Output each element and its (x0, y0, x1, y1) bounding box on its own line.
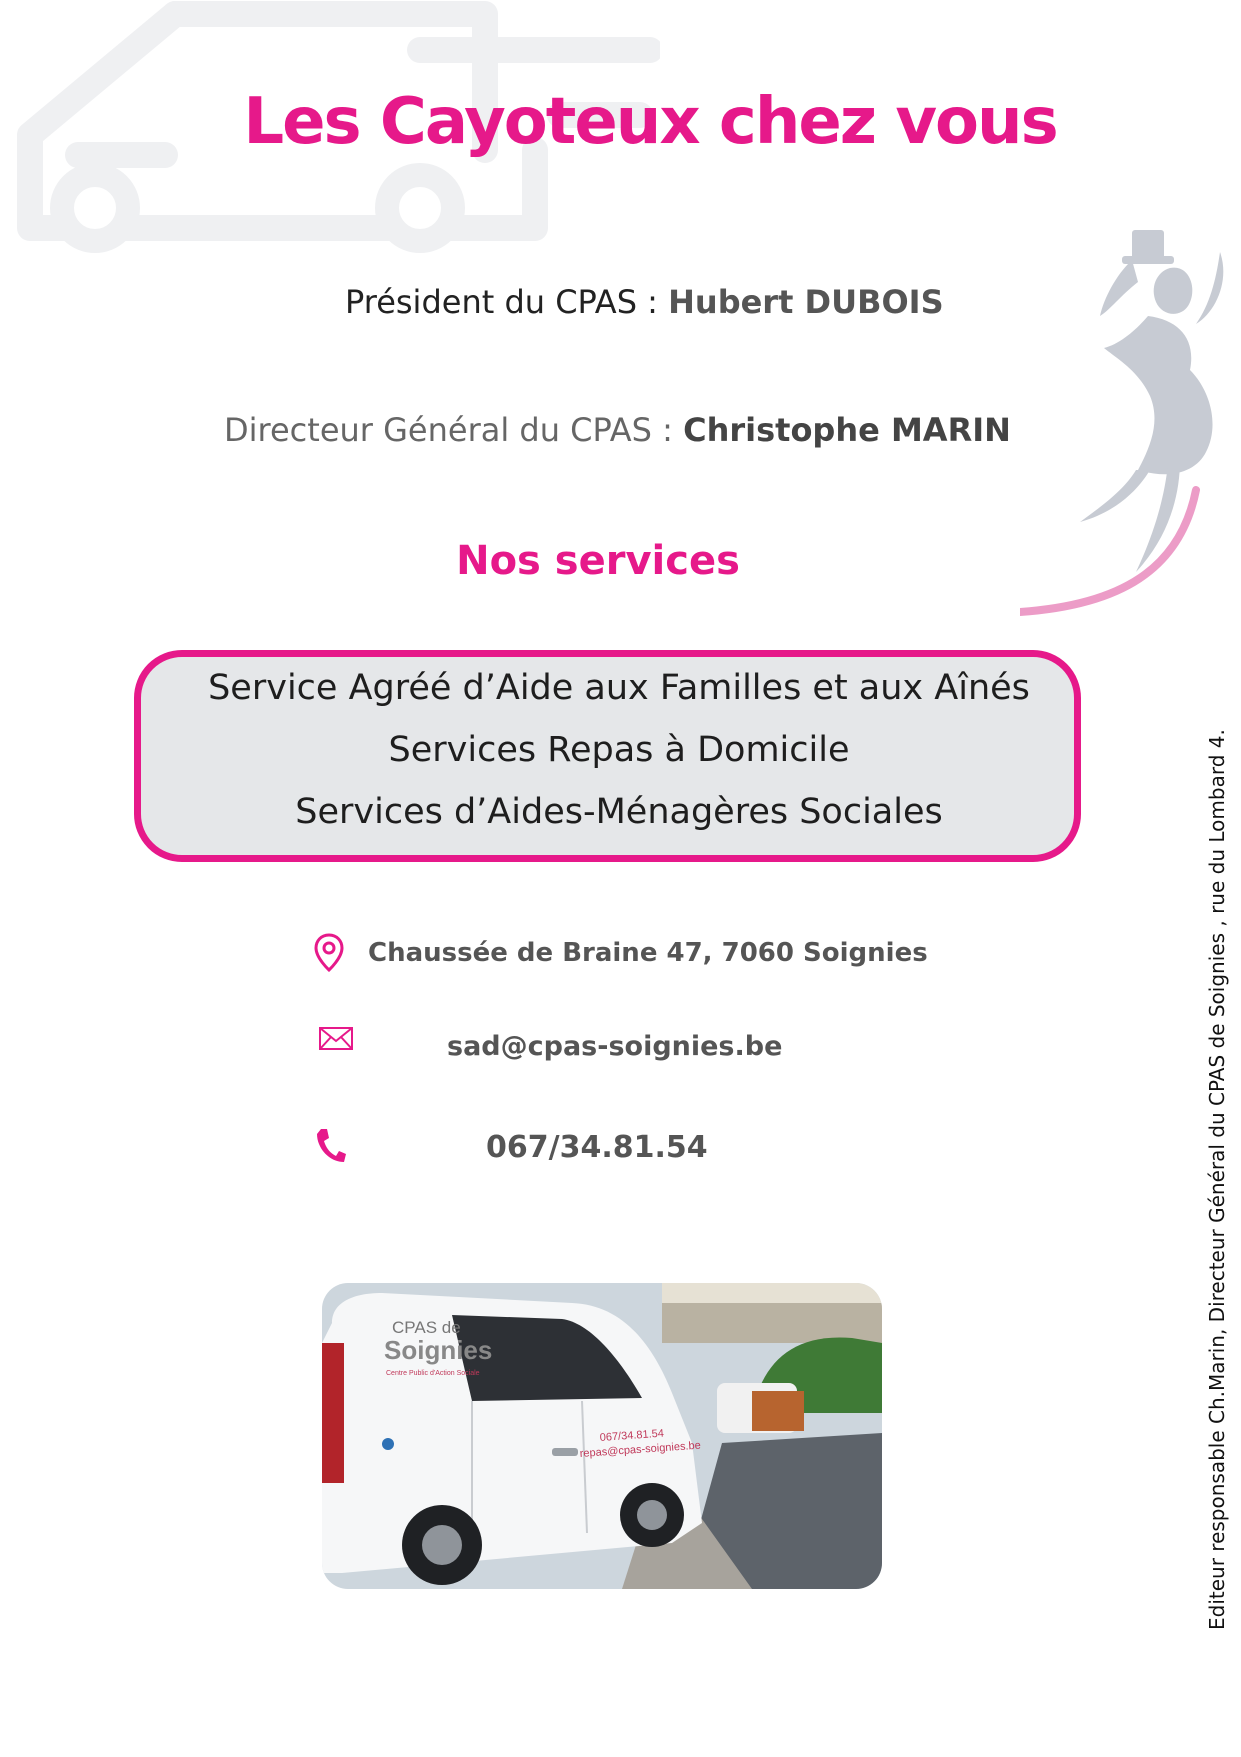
location-pin-icon (312, 932, 346, 974)
publisher-footer: Editeur responsable Ch.Marin, Directeur Général du CPAS de Soignies , rue du Lombard 4. (1205, 729, 1229, 1630)
service-item-family-aid: Service Agréé d’Aide aux Familles et aux Aînés (208, 668, 1030, 708)
email-link[interactable]: sad@cpas-soignies.be (447, 1031, 783, 1062)
page-title: Les Cayoteux chez vous (243, 85, 1057, 159)
phone-icon (313, 1126, 347, 1166)
van-logo-line1: CPAS de (392, 1318, 461, 1337)
van-logo-sub: Centre Public d'Action Sociale (386, 1370, 480, 1377)
envelope-icon (318, 1025, 354, 1053)
president-label: Président du CPAS : (345, 283, 669, 321)
services-heading: Nos services (456, 538, 740, 584)
phone-number[interactable]: 067/34.81.54 (486, 1130, 708, 1165)
director-name: Christophe MARIN (683, 411, 1011, 449)
service-item-housekeeping: Services d’Aides-Ménagères Sociales (295, 792, 943, 832)
van-logo-line2: Soignies (384, 1335, 493, 1365)
van-email-text: repas@cpas-soignies.be (579, 1439, 702, 1460)
director-label: Directeur Général du CPAS : (224, 411, 684, 449)
address-text: Chaussée de Braine 47, 7060 Soignies (368, 938, 928, 968)
van-photo (322, 1283, 882, 1589)
service-item-meals: Services Repas à Domicile (388, 730, 850, 770)
van-phone-text: 067/34.81.54 (599, 1427, 665, 1444)
president-name: Hubert DUBOIS (668, 283, 944, 321)
director-line (224, 411, 1011, 449)
president-line (345, 283, 944, 321)
